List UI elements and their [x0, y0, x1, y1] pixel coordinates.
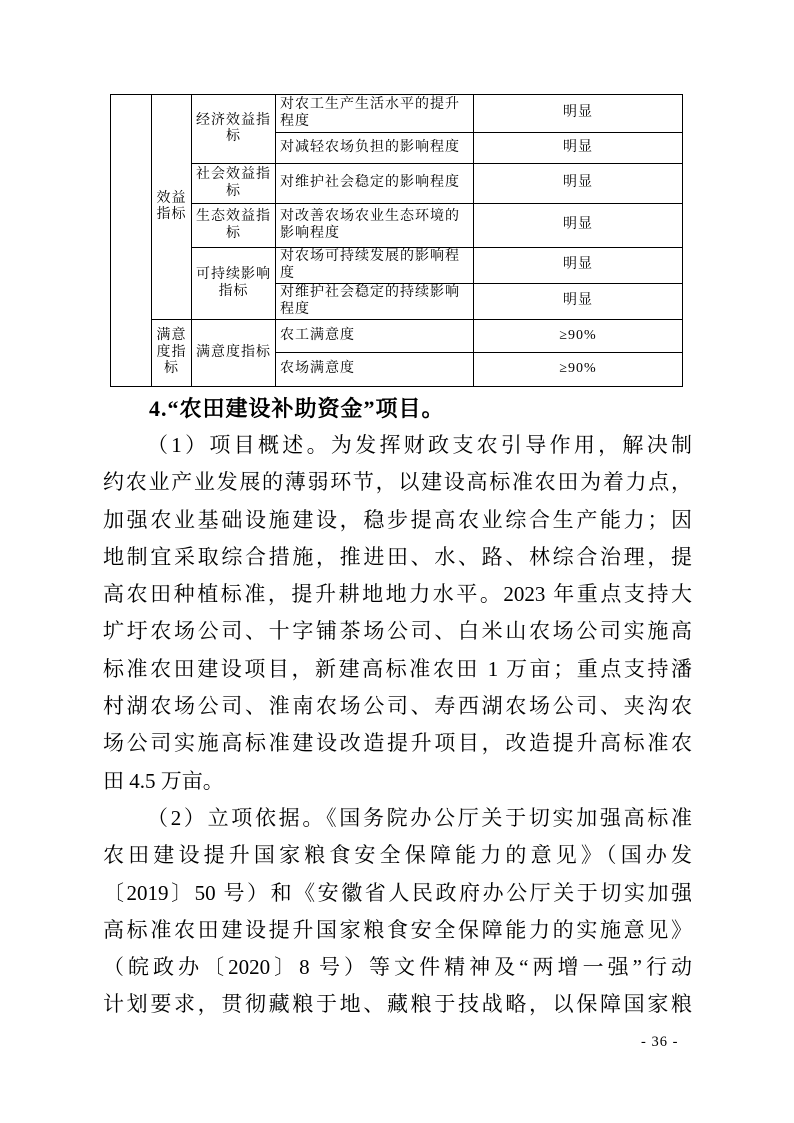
body-line: 〔2019〕50 号）和《安徽省人民政府办公厅关于切实加强: [103, 880, 692, 905]
body-line: 约农业产业发展的薄弱环节，以建设高标准农田为着力点，: [103, 470, 692, 495]
table-row: [111, 320, 683, 353]
table-cell-value: 明显: [474, 164, 683, 204]
table-cell-indicator: 对改善农场农业生态环境的影响程度: [276, 204, 474, 248]
table-cell-value: ≥90%: [474, 353, 683, 387]
table-cell-sub-satisfaction: 满意度指标: [192, 320, 276, 387]
table-cell-sub-social: 社会效益指标: [192, 164, 276, 204]
body-line: 高标准农田建设提升国家粮食安全保障能力的实施意见》: [103, 917, 692, 942]
table-cell-indicator: 农场满意度: [276, 353, 474, 387]
table-cell-indicator: 对农场可持续发展的影响程度: [276, 248, 474, 284]
body-line: 标准农田建设项目，新建高标准农田 1 万亩；重点支持潘: [103, 656, 692, 681]
table-cell-empty: [111, 95, 152, 387]
table-cell-value: 明显: [474, 133, 683, 164]
body-line: 圹圩农场公司、十字铺茶场公司、白米山农场公司实施高: [103, 619, 692, 644]
body-line: 计划要求，贯彻藏粮于地、藏粮于技战略，以保障国家粮: [103, 992, 692, 1017]
table-cell-value: 明显: [474, 284, 683, 320]
body-line: （2）立项依据。《国务院办公厅关于切实加强高标准: [147, 805, 692, 830]
body-line: 场公司实施高标准建设改造提升项目，改造提升高标准农: [103, 731, 692, 756]
table-row: [111, 204, 683, 248]
table-cell-sub-ecological: 生态效益指标: [192, 204, 276, 248]
table-cell-sub-economic: 经济效益指标: [192, 95, 276, 164]
table-cell-value: 明显: [474, 248, 683, 284]
section-heading: 4.“农田建设补助资金”项目。: [149, 396, 445, 421]
performance-indicator-table: [110, 94, 683, 387]
page-number: - 36 -: [641, 1034, 679, 1050]
body-line: 村湖农场公司、淮南农场公司、寿西湖农场公司、夹沟农: [103, 694, 692, 719]
table-cell-indicator: 对减轻农场负担的影响程度: [276, 133, 474, 164]
body-line: （皖政办〔2020〕8 号）等文件精神及“两增一强”行动: [103, 955, 692, 980]
table-row: [111, 248, 683, 284]
body-line: 加强农业基础设施建设，稳步提高农业综合生产能力；因: [103, 507, 692, 532]
table-cell-group-benefit: 效益指标: [152, 95, 192, 320]
body-line: 高农田种植标准，提升耕地地力水平。2023 年重点支持大: [103, 582, 692, 607]
table-cell-value: 明显: [474, 204, 683, 248]
table-cell-indicator: 对农工生产生活水平的提升程度: [276, 95, 474, 133]
performance-indicator-table-wrap: [110, 94, 683, 387]
table-cell-value: 明显: [474, 95, 683, 133]
table-cell-sub-sustainable: 可持续影响指标: [192, 248, 276, 320]
body-line: （1）项目概述。为发挥财政支农引导作用，解决制: [147, 433, 692, 457]
body-text: [103, 391, 692, 1024]
body-line: 农田建设提升国家粮食安全保障能力的意见》（国办发: [103, 843, 692, 868]
table-cell-indicator: 对维护社会稳定的影响程度: [276, 164, 474, 204]
table-cell-indicator: 农工满意度: [276, 320, 474, 353]
table-cell-indicator: 对维护社会稳定的持续影响程度: [276, 284, 474, 320]
body-line: 地制宜采取综合措施，推进田、水、路、林综合治理，提: [103, 544, 692, 569]
table-cell-group-satisfaction: 满意度指标: [152, 320, 192, 387]
table-row: [111, 164, 683, 204]
table-row: [111, 95, 683, 133]
body-line: 田 4.5 万亩。: [103, 768, 224, 793]
table-cell-value: ≥90%: [474, 320, 683, 353]
